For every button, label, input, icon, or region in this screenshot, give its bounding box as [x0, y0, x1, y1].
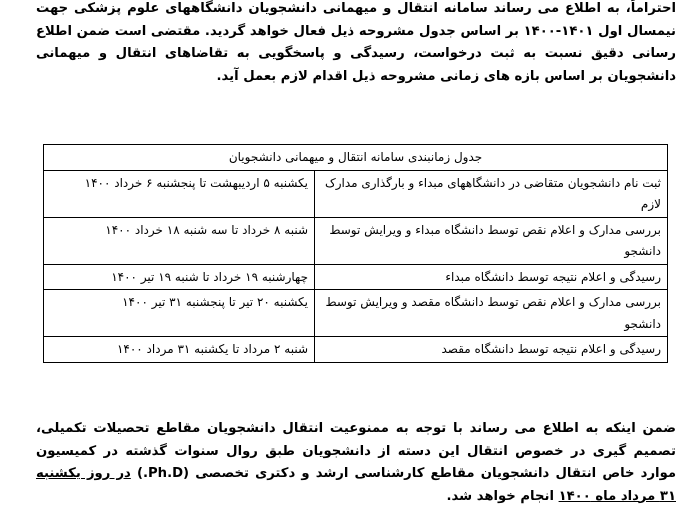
- activity-cell: رسیدگی و اعلام نتیجه توسط دانشگاه مبداء: [315, 264, 668, 290]
- closing-line-2: خصوص انتقال این دسته از دانشجویان طبق روال سنوات گذشته در کمیسیون موارد خاص انتقال دانشجویان: [36, 443, 676, 481]
- date-cell: یکشنبه ۲۰ تیر تا پنجشنبه ۳۱ تیر ۱۴۰۰: [44, 290, 315, 337]
- intro-line-2: ۱۴۰۱-۱۴۰۰ بر اساس جدول مشروحه ذیل فعال خواهد گردید. مقتضی است ضمن اطلاع رسانی دقیق نسبت به ثبت: [36, 23, 676, 61]
- closing-paragraph: [36, 418, 676, 508]
- activity-cell: رسیدگی و اعلام نتیجه توسط دانشگاه مقصد: [315, 337, 668, 363]
- intro-line-4: ذیل اقدام لازم بعمل آید.: [216, 68, 376, 84]
- closing-line-3-end: انجام خواهد شد.: [446, 488, 559, 504]
- table-row: [44, 337, 668, 363]
- table-row: [44, 217, 668, 264]
- date-cell: یکشنبه ۵ اردیبهشت تا پنجشنبه ۶ خرداد ۱۴۰۰: [44, 170, 315, 217]
- table-row: [44, 290, 668, 337]
- table-title-row: [44, 145, 668, 171]
- closing-line-3-start: مقاطع کارشناسی ارشد و دکتری تخصصی (Ph.D.): [130, 466, 475, 481]
- activity-cell: ثبت نام دانشجویان متقاضی در دانشگاههای مبداء و بارگذاری مدارک لازم: [315, 170, 668, 217]
- table-row: [44, 264, 668, 290]
- date-cell: شنبه ۸ خرداد تا سه شنبه ۱۸ خرداد ۱۴۰۰: [44, 217, 315, 264]
- closing-date-highlight: در روز یکشنبه ۳۱ مرداد ماه ۱۴۰۰: [36, 466, 676, 504]
- closing-line-1: ضمن اینکه به اطلاع می رساند با توجه به ممنوعیت انتقال دانشجویان مقاطع تحصیلات تکمیلی، تصمیم گیری در: [36, 421, 677, 459]
- date-cell: چهارشنبه ۱۹ خرداد تا شنبه ۱۹ تیر ۱۴۰۰: [44, 264, 315, 290]
- date-cell: شنبه ۲ مرداد تا یکشنبه ۳۱ مرداد ۱۴۰۰: [44, 337, 315, 363]
- intro-line-3: درخواست، رسیدگی و پاسخگویی به تقاضاهای انتقال و میهمانی دانشجویان بر اساس بازه های زمانی مشروحه: [36, 46, 676, 84]
- activity-cell: بررسی مدارک و اعلام نقص توسط دانشگاه مبداء و ویرایش توسط دانشجو: [315, 217, 668, 264]
- activity-cell: بررسی مدارک و اعلام نقص توسط دانشگاه مقصد و ویرایش توسط دانشجو: [315, 290, 668, 337]
- table-title: جدول زمانبندی سامانه انتقال و میهمانی دانشجویان: [44, 145, 668, 171]
- intro-line-1: احتراماً، به اطلاع می رساند سامانه انتقال و میهمانی دانشجویان دانشگاههای علوم پزشکی جهت نیمسال اول: [36, 1, 676, 39]
- table-row: [44, 170, 668, 217]
- schedule-table: [43, 144, 668, 363]
- intro-paragraph: [36, 0, 676, 88]
